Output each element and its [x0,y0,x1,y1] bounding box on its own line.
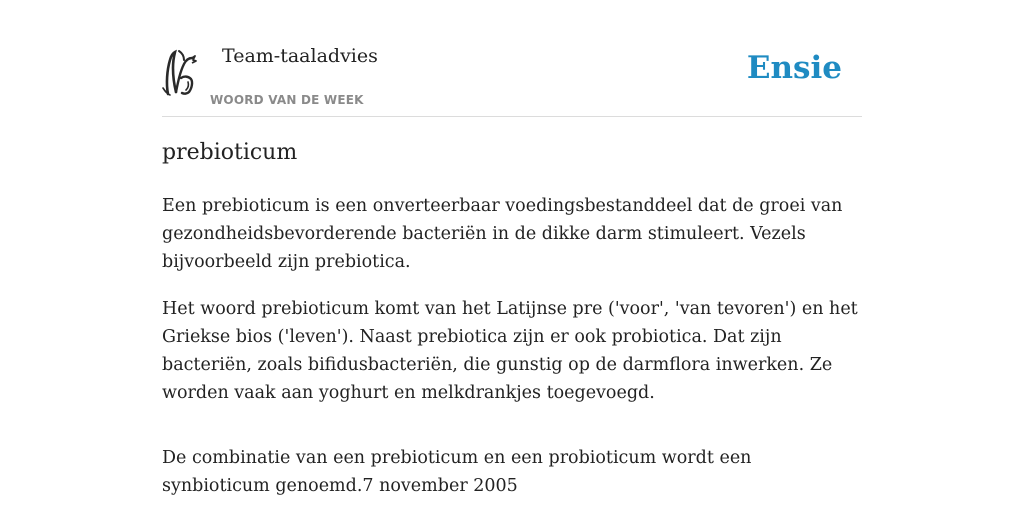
category-label: WOORD VAN DE WEEK [210,93,364,107]
flemish-lion-logo-icon [162,48,198,96]
definition-paragraph: Een prebioticum is een onverteerbaar voedingsbestanddeel dat de groei van gezondheidsbevorderende bacteriën in de dikke darm stimuleert. Vezels bijvoorbeeld zijn prebiotica. [162,196,843,272]
closing-paragraph [162,444,862,500]
entry-date: 7 november 2005 [362,476,518,496]
entry-body [162,192,862,519]
entry-title: prebioticum [162,140,298,165]
source-name[interactable]: Team-taaladvies [222,45,378,67]
etymology-paragraph: Het woord prebioticum komt van het Latijnse pre ('voor', 'van tevoren') en het Griekse bios ('leven'). Naast prebiotica zijn er ook probiotica. Dat zijn bacteriën, zoals bifidusbacteriën, die gunstig op de darmflora inwerken. Ze worden vaak aan yoghurt en melkdrankjes toegevoegd. [162,299,858,403]
brand-logo[interactable]: Ensie [746,50,842,86]
card-header [162,0,862,117]
article-card [162,0,862,496]
closing-text: De combinatie van een prebioticum en een probioticum wordt een synbioticum genoemd. [162,448,752,496]
